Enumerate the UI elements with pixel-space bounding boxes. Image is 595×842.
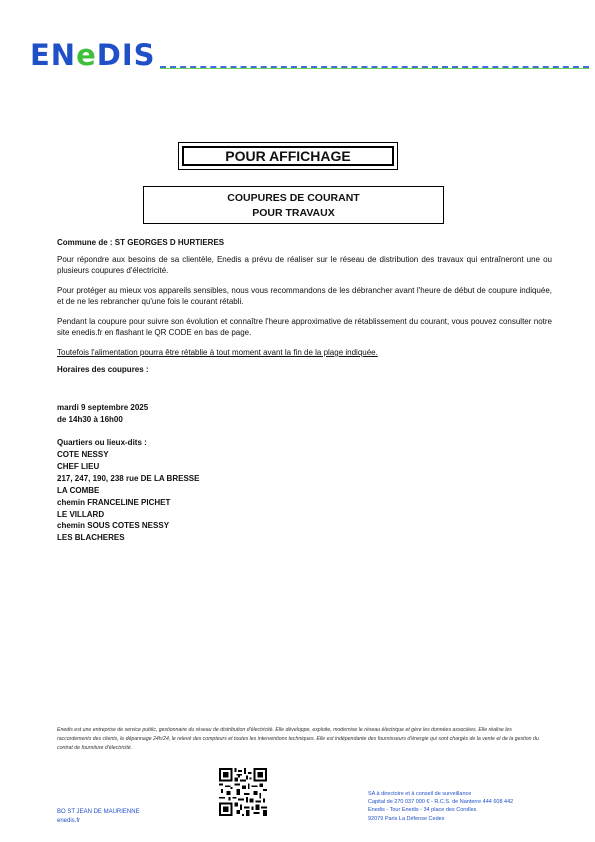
subject-box	[143, 186, 444, 224]
outage-time-range: de 14h30 à 16h00	[57, 415, 123, 424]
location-item: LE VILLARD	[57, 509, 105, 519]
footer-website-link[interactable]: enedis.fr	[57, 818, 81, 824]
legal-notice: Enedis est une entreprise de service public, gestionnaire du réseau de distribution d'électricité. Elle développe, exploite, modernise le réseau électrique et gère les données associées. Elle réalise les raccordements des clients, le dépannage 24h/24, le relevé des compteurs et toutes les interventions techniques. Elle est indépendante des fournisseurs d'énergie qui sont chargés de la vente et de la gestion du contrat de fourniture d'électricité.	[57, 727, 539, 751]
company-status: SA à directoire et à conseil de surveillance	[368, 791, 472, 797]
paragraph-1-text: Pour répondre aux besoins de sa clientèle, Enedis a prévu de réaliser sur le réseau de distribution des travaux qui entraîneront une ou plusieurs coupures d'électricité.	[57, 255, 552, 275]
paragraph-2	[57, 285, 552, 307]
quartiers-label: Quartiers ou lieux-dits :	[57, 438, 147, 447]
location-item: CHEF LIEU	[57, 461, 100, 471]
location-item: LA COMBE	[57, 485, 100, 495]
paragraph-3-text: Pendant la coupure pour suivre son évolution et connaître l'heure approximative de rétablissement du courant, vous pouvez consulter notre site enedis.fr en flashant le QR CODE en bas de page.	[57, 317, 552, 337]
location-list	[57, 449, 552, 544]
commune-label: Commune de : ST GEORGES D HURTIERES	[57, 238, 225, 247]
notice-title-box	[178, 142, 398, 170]
subject-line-2: POUR TRAVAUX	[252, 207, 335, 219]
qr-code-icon[interactable]	[219, 768, 267, 816]
paragraph-1	[57, 254, 552, 276]
header-divider-accent	[160, 68, 589, 69]
paragraph-2-text: Pour protéger au mieux vos appareils sensibles, nous vous recommandons de les débrancher avant l'heure de début de coupure indiquée, et de ne les rebrancher qu'une fois le courant rétabli.	[57, 286, 552, 306]
logo-part-1: EN	[30, 38, 77, 72]
footer-site-name: BO ST JEAN DE MAURIENNE	[57, 809, 140, 815]
location-item: chemin SOUS COTES NESSY	[57, 521, 170, 531]
footer-right-address	[368, 790, 513, 823]
company-capital: Capital de 270 037 000 € - R.C.S. de Nanterre 444 608 442	[368, 799, 514, 806]
enedis-logo	[30, 40, 156, 70]
logo-part-2: e	[76, 38, 97, 72]
paragraph-3	[57, 316, 552, 338]
horaires-label: Horaires des coupures :	[57, 365, 149, 374]
location-item: LES BLACHERES	[57, 533, 125, 543]
warning-text: Toutefois l'alimentation pourra être rétablie à tout moment avant la fin de la plage indiquée.	[57, 348, 378, 357]
company-address-1: Enedis - Tour Enedis - 34 place des Corolles	[368, 807, 477, 814]
location-item: 217, 247, 190, 238 rue DE LA BRESSE	[57, 473, 200, 483]
subject-line-1: COUPURES DE COURANT	[227, 192, 360, 204]
notice-title: POUR AFFICHAGE	[182, 146, 394, 166]
footer-left-address	[57, 808, 140, 826]
location-item: COTE NESSY	[57, 450, 109, 459]
logo-part-3: DIS	[96, 38, 156, 72]
location-item: chemin FRANCELINE PICHET	[57, 497, 171, 507]
company-address-2: 92079 Paris La Défense Cedex	[368, 815, 445, 822]
outage-date: mardi 9 septembre 2025	[57, 403, 149, 412]
